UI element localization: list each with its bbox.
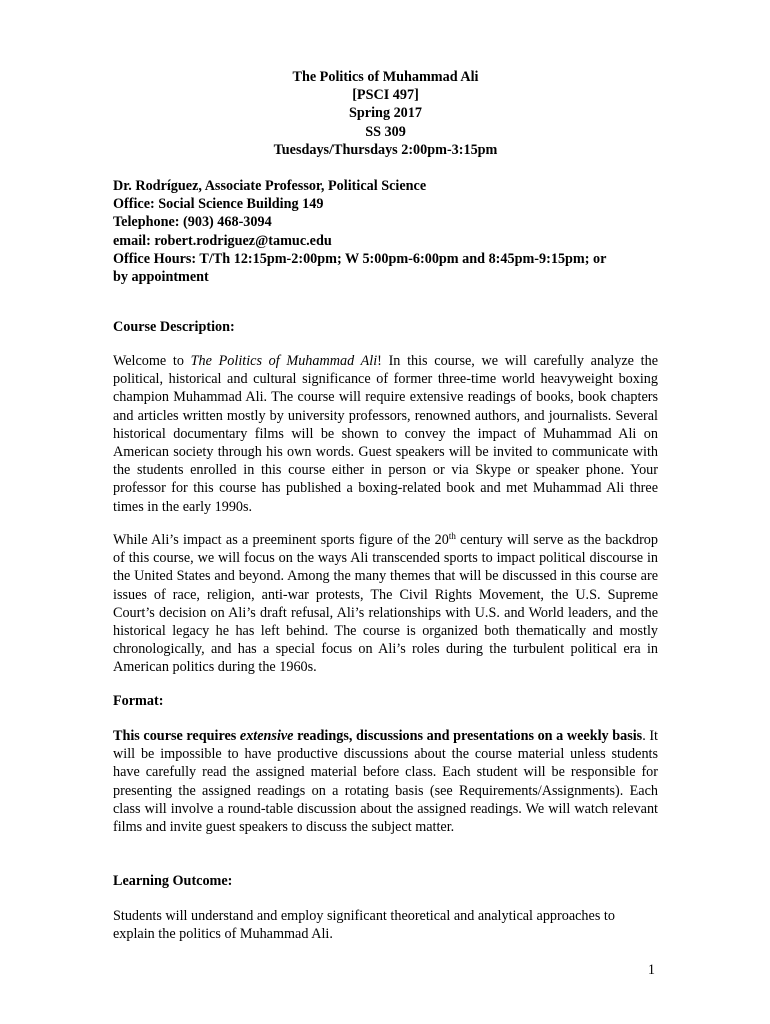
format-bold-start: This course requires: [113, 728, 240, 744]
welcome-text: Welcome to: [113, 353, 191, 369]
learning-outcome-text: Students will understand and employ significant theoretical and analytical approaches to explain the politics of Muhammad Ali.: [113, 908, 615, 943]
course-title: The Politics of Muhammad Ali: [292, 69, 479, 85]
course-meeting-times: Tuesdays/Thursdays 2:00pm-3:15pm: [273, 141, 498, 158]
learning-outcome-heading: Learning Outcome:: [113, 873, 233, 889]
instructor-info: [113, 177, 658, 286]
course-room: SS 309: [365, 123, 406, 140]
page-number: 1: [647, 962, 655, 978]
course-description-paragraph-1: [113, 352, 658, 516]
impact-text: While Ali’s impact as a preeminent sports figure of the 20: [113, 532, 449, 548]
description-text: ! In this course, we will carefully analyze the political, historical and cultural significance of former three-time world heavyweight boxing champion Muhammad Ali. The course will require extensive readings of books, book chapters and articles written mostly by university professors, renowned authors, and journalists. Several historical documentary films will be shown to convey the impact of Muhammad Ali on American society through his own words. Guest speakers will be invited to communicate with the students enrolled in this course either in person or via Skype or speaker phone. Your professor for this course has published a boxing-related book and met Muhammad Ali three times in the early 1990s.: [113, 353, 658, 515]
course-description-heading: Course Description:: [113, 319, 235, 335]
instructor-office-hours-cont: by appointment: [113, 269, 209, 286]
learning-outcome-paragraph: [113, 907, 658, 943]
instructor-telephone: Telephone: (903) 468-3094: [113, 214, 272, 231]
themes-text: century will serve as the backdrop of this course, we will focus on the ways Ali transcended sports to impact political discourse in the United States and beyond. Among the many themes that will be discussed in this course are issues of race, religion, anti-war protests, The Civil Rights Movement, the U.S. Supreme Court’s decision on Ali’s draft refusal, Ali’s relationships with U.S. and World leaders, and the historical legacy he has left behind. The course is organized both thematically and mostly chronologically, and has a special focus on Ali’s roles during the turbulent political era in American politics during the 1960s.: [113, 532, 658, 676]
course-title-italic: The Politics of Muhammad Ali: [190, 353, 378, 369]
course-description-paragraph-2: [113, 531, 658, 677]
instructor-office: Office: Social Science Building 149: [113, 196, 324, 213]
instructor-email: email: robert.rodriguez@tamuc.edu: [113, 232, 332, 249]
course-code: [PSCI 497]: [352, 87, 419, 104]
instructor-name: Dr. Rodríguez, Associate Professor, Political Science: [113, 178, 427, 194]
instructor-office-hours: Office Hours: T/Th 12:15pm-2:00pm; W 5:00pm-6:00pm and 8:45pm-9:15pm; or: [113, 250, 607, 267]
format-bold-end: readings, discussions and presentations on a weekly basis: [293, 728, 643, 744]
course-term: Spring 2017: [349, 105, 422, 122]
course-header: [113, 68, 658, 159]
format-text: . It will be impossible to have productive discussions about the course material unless students have carefully read the assigned material before class. Each student will be responsible for presenting the assigned readings on a rotating basis (see Requirements/Assignments). Each class will involve a round-table discussion about the assigned readings. We will watch relevant films and invite guest speakers to discuss the subject matter.: [113, 728, 658, 836]
ordinal-superscript: th: [448, 531, 456, 541]
format-bold-italic: extensive: [239, 728, 294, 744]
format-heading: Format:: [113, 693, 164, 709]
format-paragraph: [113, 727, 658, 836]
